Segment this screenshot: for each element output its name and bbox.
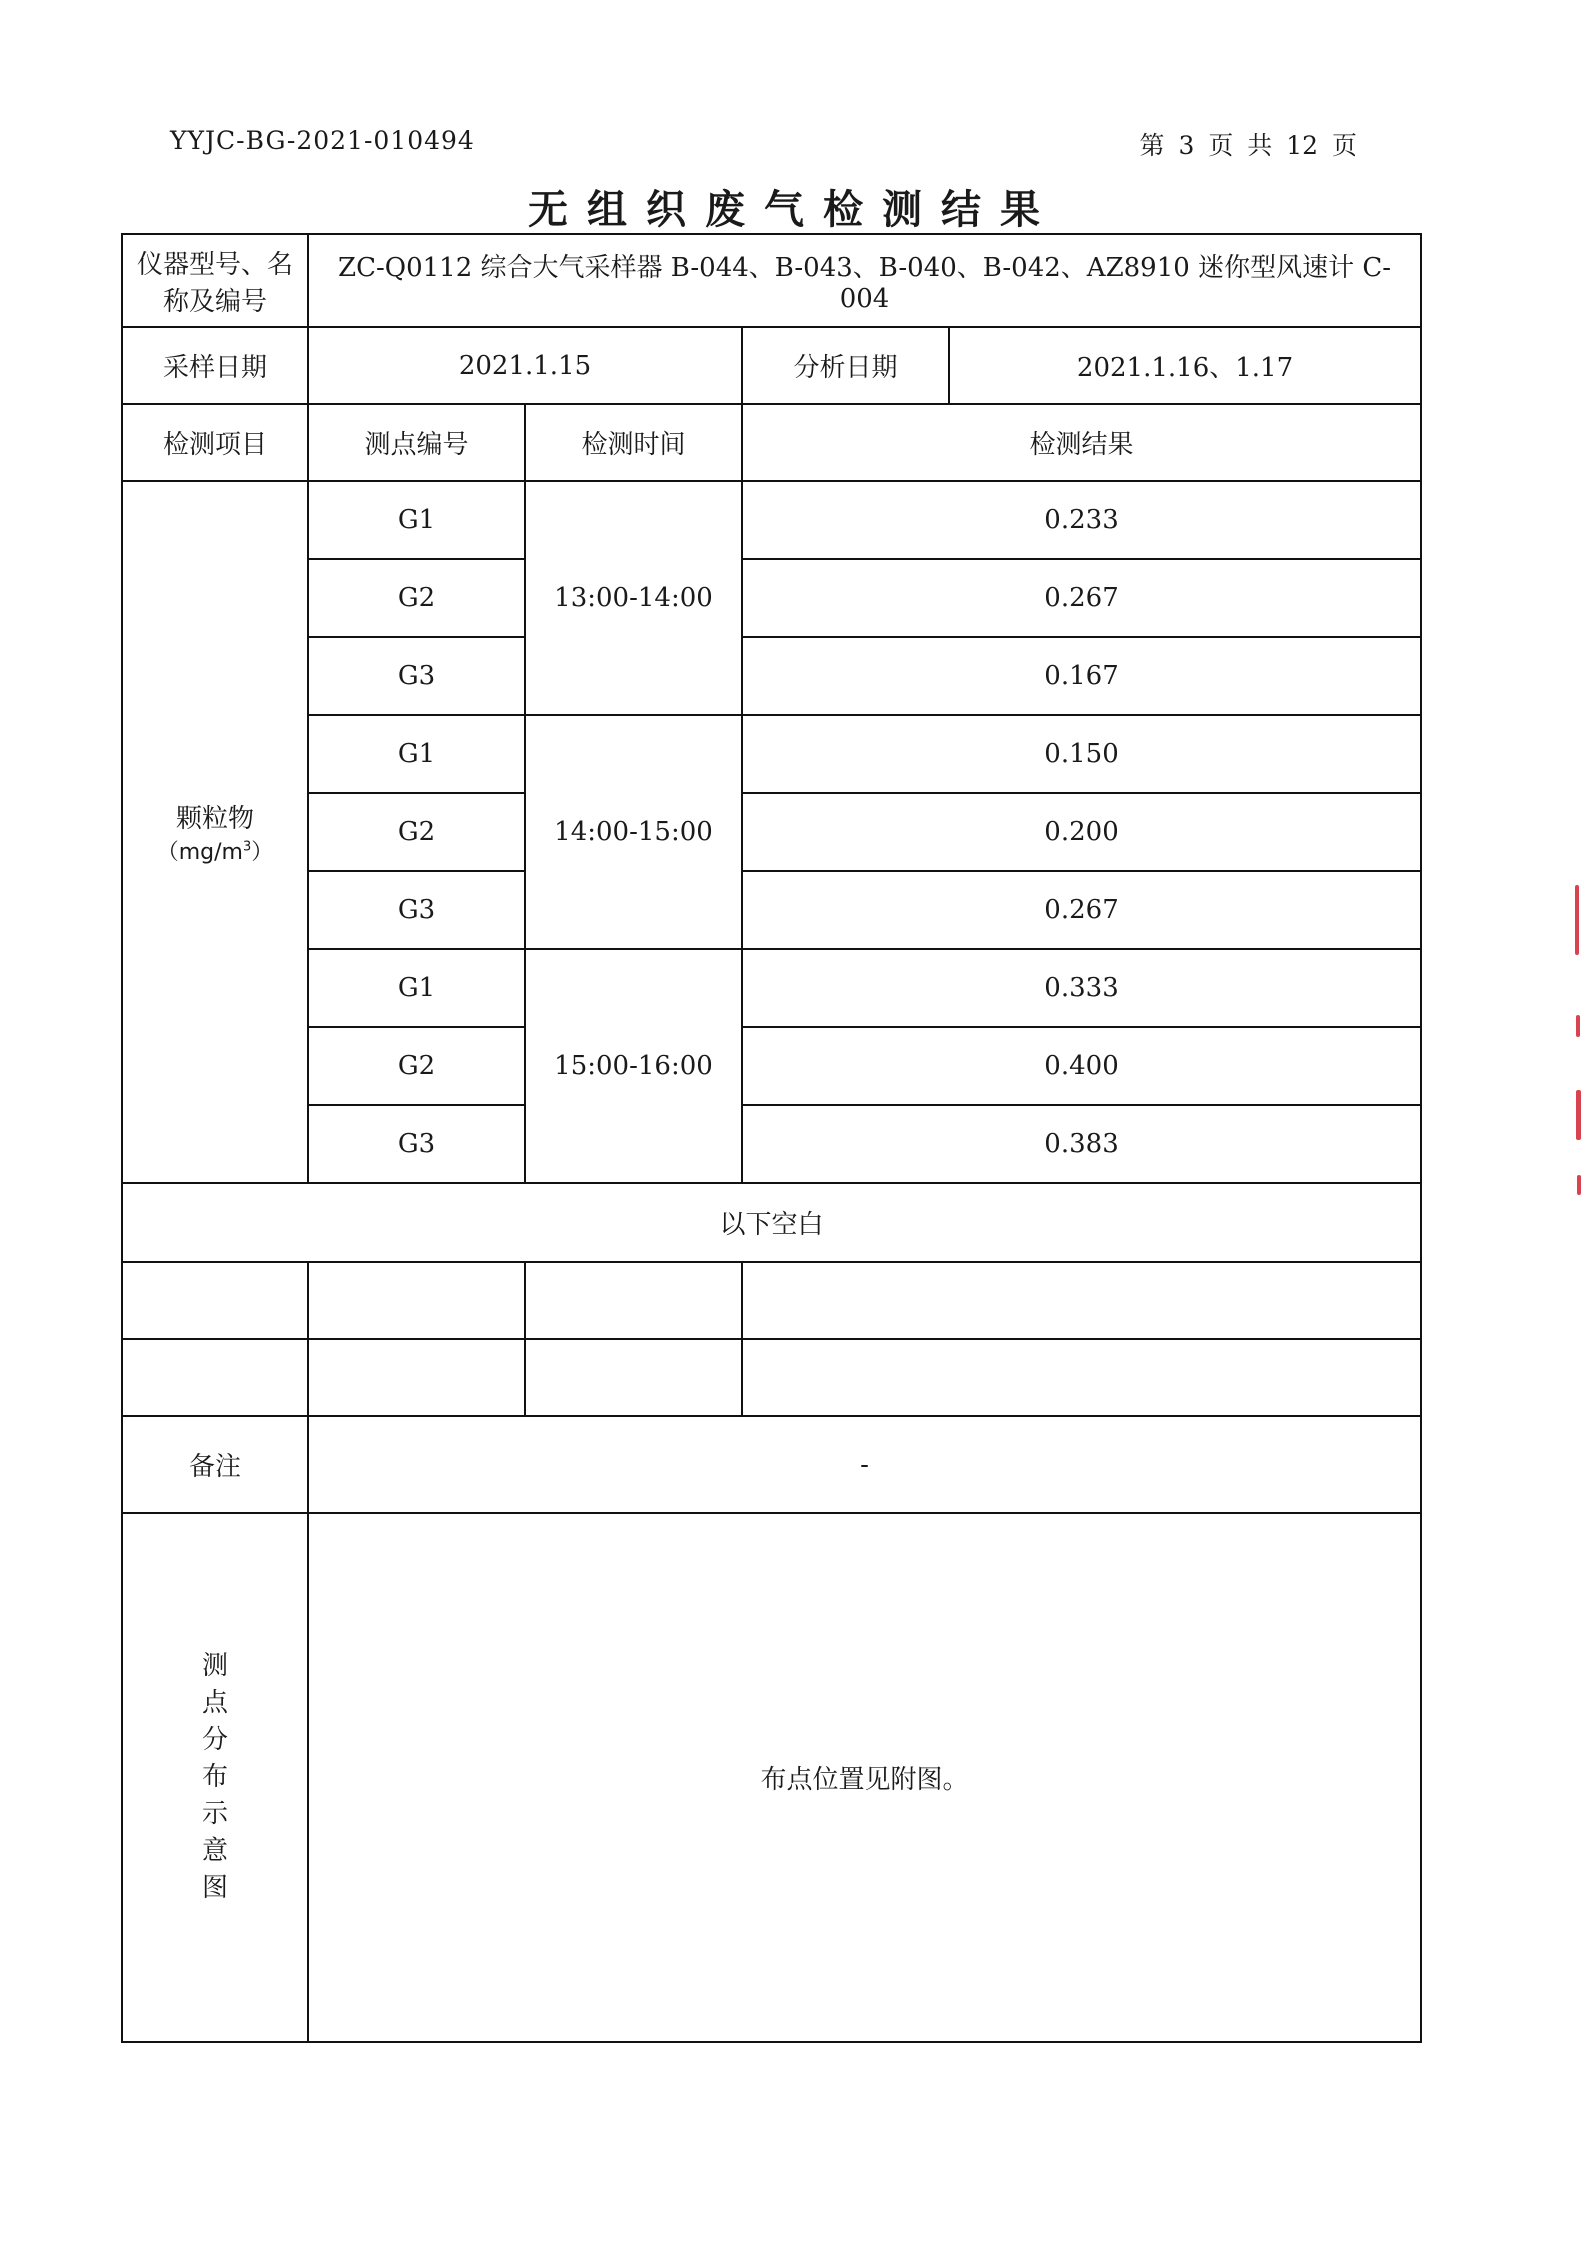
empty-cell: [308, 1339, 525, 1416]
blank-note: 以下空白: [122, 1183, 1421, 1262]
document-title: 无组织废气检测结果: [528, 187, 1059, 233]
item-unit: $(mg/m^3)$: [156, 839, 274, 865]
layout-label: [122, 1513, 308, 2042]
layout-value: 布点位置见附图。: [308, 1513, 1421, 2042]
empty-cell: [525, 1339, 742, 1416]
edge-mark: [1576, 1015, 1580, 1037]
table-row: [122, 793, 1421, 871]
table-row: [122, 481, 1421, 559]
edge-mark: [1577, 1175, 1581, 1195]
layout-row: [122, 1513, 1421, 2042]
analysis-date-value: 2021.1.16、1.17: [949, 327, 1421, 404]
table-row: [122, 949, 1421, 1027]
time-cell: 15:00-16:00: [525, 949, 742, 1183]
table-row: [122, 715, 1421, 793]
table-row: [122, 559, 1421, 637]
column-header-time: 检测时间: [525, 404, 742, 481]
blank-note-row: [122, 1183, 1421, 1262]
empty-row: [122, 1262, 1421, 1339]
page-info: 第 3 页 共 12 页: [1139, 131, 1357, 160]
table-row: [122, 1027, 1421, 1105]
column-header-row: [122, 404, 1421, 481]
column-header-point: 测点编号: [308, 404, 525, 481]
result-cell: 0.267: [742, 559, 1421, 637]
empty-cell: [122, 1339, 308, 1416]
point-cell: G2: [308, 793, 525, 871]
point-cell: G1: [308, 949, 525, 1027]
empty-cell: [525, 1262, 742, 1339]
result-cell: 0.200: [742, 793, 1421, 871]
table-row: [122, 1105, 1421, 1183]
result-table: [121, 233, 1422, 2043]
empty-cell: [308, 1262, 525, 1339]
point-cell: G1: [308, 481, 525, 559]
layout-label-vertical: 测 点 分 布 示 意 图: [201, 1651, 228, 1903]
instrument-row: [122, 234, 1421, 327]
table-row: [122, 637, 1421, 715]
empty-cell: [122, 1262, 308, 1339]
result-cell: 0.167: [742, 637, 1421, 715]
point-cell: G2: [308, 1027, 525, 1105]
empty-cell: [742, 1339, 1421, 1416]
time-cell: 13:00-14:00: [525, 481, 742, 715]
remarks-value: -: [308, 1416, 1421, 1513]
result-cell: 0.233: [742, 481, 1421, 559]
time-cell: 14:00-15:00: [525, 715, 742, 949]
item-cell: [122, 481, 308, 1183]
date-row: [122, 327, 1421, 404]
report-number: YYJC-BG-2021-010494: [170, 126, 475, 155]
empty-cell: [742, 1262, 1421, 1339]
point-cell: G3: [308, 1105, 525, 1183]
empty-row: [122, 1339, 1421, 1416]
column-header-item: 检测项目: [122, 404, 308, 481]
result-cell: 0.383: [742, 1105, 1421, 1183]
edge-mark: [1575, 885, 1579, 955]
table-row: [122, 871, 1421, 949]
instrument-label: 仪器型号、名 称及编号: [122, 234, 308, 327]
remarks-label: 备注: [122, 1416, 308, 1513]
result-cell: 0.400: [742, 1027, 1421, 1105]
sampling-date-label: 采样日期: [122, 327, 308, 404]
instrument-value: ZC-Q0112 综合大气采样器 B-044、B-043、B-040、B-042、AZ8910 迷你型风速计 C-004: [308, 234, 1421, 327]
result-cell: 0.150: [742, 715, 1421, 793]
point-cell: G3: [308, 637, 525, 715]
edge-mark: [1576, 1090, 1581, 1140]
result-cell: 0.333: [742, 949, 1421, 1027]
point-cell: G3: [308, 871, 525, 949]
result-cell: 0.267: [742, 871, 1421, 949]
item-name: 颗粒物: [175, 804, 254, 834]
point-cell: G2: [308, 559, 525, 637]
remarks-row: [122, 1416, 1421, 1513]
point-cell: G1: [308, 715, 525, 793]
sampling-date-value: 2021.1.15: [308, 327, 742, 404]
analysis-date-label: 分析日期: [742, 327, 949, 404]
column-header-result: 检测结果: [742, 404, 1421, 481]
